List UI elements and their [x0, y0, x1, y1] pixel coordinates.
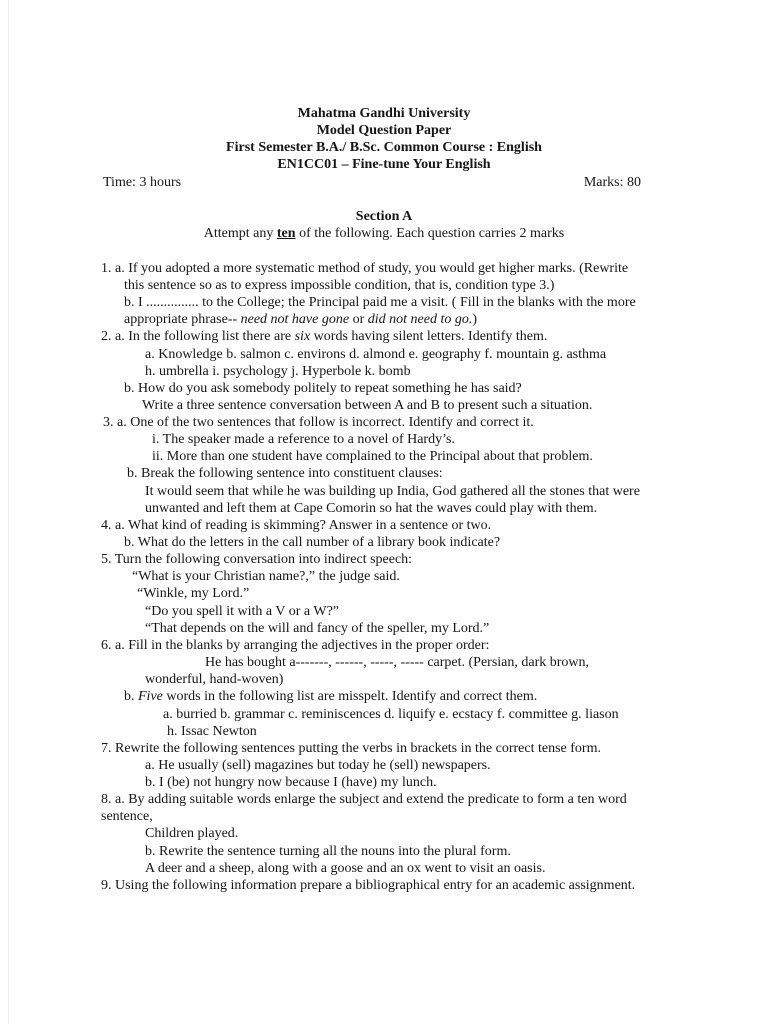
question-1-line-2: this sentence so as to express impossible condition, that is, condition type 3.): [124, 278, 555, 293]
question-7-line-1: 7. Rewrite the following sentences putting the verbs in brackets in the correct tense form.: [101, 741, 601, 756]
question-9-line-1: 9. Using the following information prepare a bibliographical entry for an academic assignment.: [101, 878, 636, 893]
question-2-line-4: b. How do you ask somebody politely to repeat something he has said?: [124, 381, 522, 396]
question-6-line-2: He has bought a-------, ------, -----, ----- carpet. (Persian, dark brown,: [205, 655, 590, 670]
question-3-line-2: i. The speaker made a reference to a novel of Hardy’s.: [152, 432, 455, 447]
time-label: Time: 3 hours: [103, 175, 182, 190]
question-5-line-3: “Winkle, my Lord.”: [137, 586, 250, 601]
question-5-line-5: “That depends on the will and fancy of the speller, my Lord.”: [145, 621, 490, 636]
paper-title: Model Question Paper: [316, 123, 452, 138]
course-title: First Semester B.A./ B.Sc. Common Course : English: [226, 140, 542, 155]
question-8-line-2: sentence,: [101, 809, 153, 824]
question-3-line-3: ii. More than one student have complained to the Principal about that problem.: [152, 449, 593, 464]
question-8-line-5: A deer and a sheep, along with a goose and an ox went to visit an oasis.: [145, 861, 546, 876]
question-6-line-5: a. burried b. grammar c. reminiscences d. liquify e. ecstacy f. committee g. liason: [163, 707, 619, 722]
question-7-line-3: b. I (be) not hungry now because I (have) my lunch.: [145, 775, 437, 790]
question-2-line-5: Write a three sentence conversation between A and B to present such a situation.: [142, 398, 593, 413]
question-4-line-1: 4. a. What kind of reading is skimming? Answer in a sentence or two.: [101, 518, 492, 533]
course-code: EN1CC01 – Fine-tune Your English: [277, 157, 491, 172]
question-5-line-2: “What is your Christian name?,” the judge said.: [132, 569, 400, 584]
question-1-line-3: b. I ............... to the College; the Principal paid me a visit. ( Fill in the blanks with the more: [124, 295, 636, 310]
section-title: Section A: [355, 209, 413, 224]
question-6-line-6: h. Issac Newton: [167, 724, 257, 739]
section-instructions: Attempt any ten of the following. Each question carries 2 marks: [203, 226, 565, 241]
question-8-line-4: b. Rewrite the sentence turning all the nouns into the plural form.: [145, 844, 511, 859]
question-3-line-6: unwanted and left them at Cape Comorin so hat the waves could play with them.: [145, 501, 598, 516]
university-name: Mahatma Gandhi University: [297, 106, 471, 121]
question-6-line-3: wonderful, hand-woven): [145, 672, 284, 687]
question-5-line-4: “Do you spell it with a V or a W?”: [145, 604, 340, 619]
question-7-line-2: a. He usually (sell) magazines but today he (sell) newspapers.: [145, 758, 491, 773]
question-1-line-1: 1. a. If you adopted a more systematic method of study, you would get higher marks. (Rewrite: [101, 261, 629, 276]
question-3-line-4: b. Break the following sentence into constituent clauses:: [127, 466, 443, 481]
question-3-line-5: It would seem that while he was building up India, God gathered all the stones that were: [145, 484, 640, 499]
question-2-line-1: 2. a. In the following list there are six words having silent letters. Identify them.: [101, 329, 548, 344]
question-3-line-1: 3. a. One of the two sentences that follow is incorrect. Identify and correct it.: [103, 415, 534, 430]
question-5-line-1: 5. Turn the following conversation into indirect speech:: [101, 552, 413, 567]
question-2-line-3: h. umbrella i. psychology j. Hyperbole k. bomb: [145, 364, 411, 379]
question-2-line-2: a. Knowledge b. salmon c. environs d. almond e. geography f. mountain g. asthma: [145, 347, 607, 362]
question-1-line-4: appropriate phrase-- need not have gone or did not need to go.): [124, 312, 478, 327]
question-8-line-1: 8. a. By adding suitable words enlarge the subject and extend the predicate to form a ten word: [101, 792, 627, 807]
question-8-line-3: Children played.: [145, 826, 239, 841]
question-6-line-4: b. Five words in the following list are misspelt. Identify and correct them.: [124, 689, 538, 704]
question-6-line-1: 6. a. Fill in the blanks by arranging the adjectives in the proper order:: [101, 638, 490, 653]
question-4-line-2: b. What do the letters in the call number of a library book indicate?: [124, 535, 501, 550]
marks-label: Marks: 80: [583, 175, 641, 190]
ten-emphasis: ten: [276, 226, 296, 241]
